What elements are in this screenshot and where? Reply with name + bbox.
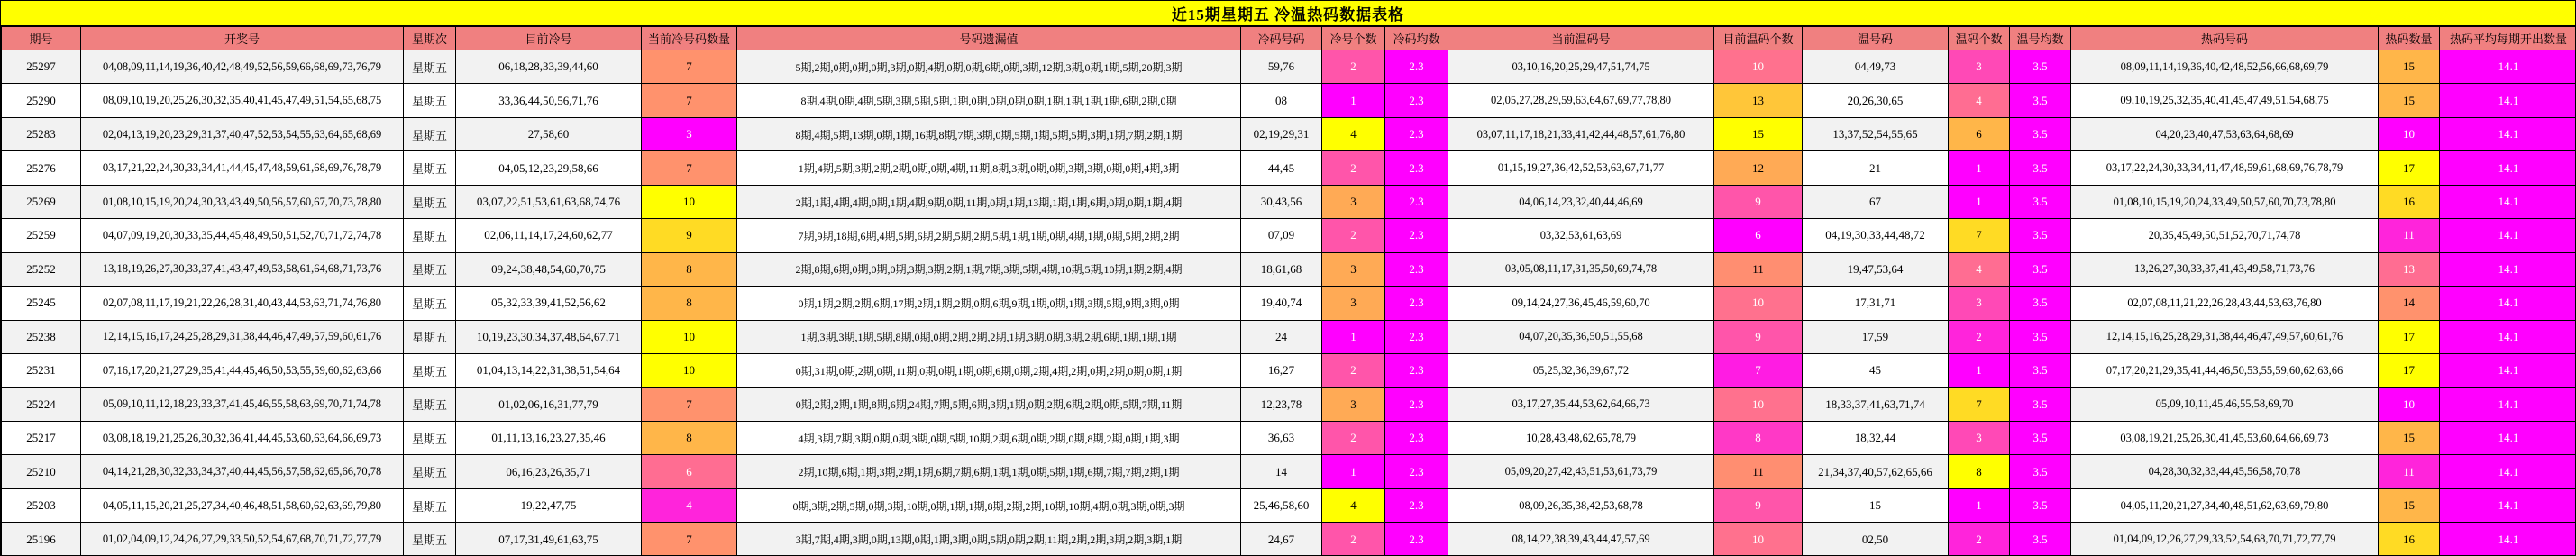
cell-cold_current: 01,11,13,16,23,27,35,46 <box>456 421 642 454</box>
cell-cold_avg: 2.3 <box>1385 287 1448 320</box>
cell-warm_current_count: 10 <box>1714 287 1803 320</box>
cell-cold_count: 1 <box>1322 320 1385 353</box>
cell-cold_count: 4 <box>1322 117 1385 150</box>
cell-weekday: 星期五 <box>404 219 456 252</box>
cell-cold_count: 1 <box>1322 84 1385 117</box>
table-row <box>2 455 2576 488</box>
cell-weekday: 星期五 <box>404 151 456 185</box>
cell-period: 25276 <box>2 151 81 185</box>
cell-warm_numbers: 19,47,53,64 <box>1803 252 1949 286</box>
cell-warm_avg: 3.5 <box>2010 252 2071 286</box>
cell-warm_count: 2 <box>1949 320 2010 353</box>
cell-omission: 0期,1期,2期,2期,6期,17期,2期,1期,2期,0期,6期,9期,1期,0期,1期,3期,5期,9期,3期,0期 <box>737 287 1241 320</box>
cell-omission: 5期,2期,0期,0期,0期,3期,0期,4期,0期,0期,6期,0期,3期,12期,3期,0期,1期,5期,20期,3期 <box>737 50 1241 84</box>
cell-hot_avg: 14.1 <box>2440 117 2576 150</box>
cell-cold_avg: 2.3 <box>1385 455 1448 488</box>
cell-winning: 02,04,13,19,20,23,29,31,37,40,47,52,53,54,55,63,64,65,68,69 <box>81 117 404 150</box>
cell-warm_avg: 3.5 <box>2010 219 2071 252</box>
cell-warm_count: 3 <box>1949 50 2010 84</box>
cell-winning: 03,08,18,19,21,25,26,30,32,36,41,44,45,53,60,63,64,66,69,73 <box>81 421 404 454</box>
cell-cold_numbers: 59,76 <box>1241 50 1322 84</box>
cell-cold_current_count: 4 <box>642 488 737 522</box>
cell-cold_current_count: 6 <box>642 455 737 488</box>
cell-warm_current_count: 11 <box>1714 252 1803 286</box>
cell-warm_current: 04,07,20,35,36,50,51,55,68 <box>1448 320 1714 353</box>
cell-omission: 7期,9期,18期,6期,4期,5期,6期,2期,5期,2期,5期,1期,1期,0期,4期,1期,0期,5期,2期,2期 <box>737 219 1241 252</box>
cell-cold_avg: 2.3 <box>1385 219 1448 252</box>
cell-cold_avg: 2.3 <box>1385 50 1448 84</box>
cell-weekday: 星期五 <box>404 252 456 286</box>
cell-cold_current_count: 8 <box>642 252 737 286</box>
cell-cold_numbers: 19,40,74 <box>1241 287 1322 320</box>
cell-cold_count: 1 <box>1322 455 1385 488</box>
cell-warm_count: 4 <box>1949 252 2010 286</box>
cell-hot_numbers: 01,04,09,12,26,27,29,33,52,54,68,70,71,72,77,79 <box>2071 523 2379 556</box>
cell-omission: 1期,4期,5期,3期,2期,2期,0期,0期,4期,11期,8期,3期,0期,0期,3期,3期,0期,0期,4期,3期 <box>737 151 1241 185</box>
cell-warm_current: 02,05,27,28,29,59,63,64,67,69,77,78,80 <box>1448 84 1714 117</box>
cell-hot_numbers: 02,07,08,11,21,22,26,28,43,44,53,63,76,80 <box>2071 287 2379 320</box>
cell-cold_current_count: 7 <box>642 50 737 84</box>
cell-warm_current: 08,14,22,38,39,43,44,47,57,69 <box>1448 523 1714 556</box>
cell-winning: 07,16,17,20,21,27,29,35,41,44,45,46,50,53,55,59,60,62,63,66 <box>81 354 404 387</box>
col-header-cold_count: 冷号个数 <box>1322 27 1385 50</box>
cell-cold_numbers: 18,61,68 <box>1241 252 1322 286</box>
cell-omission: 0期,31期,0期,2期,0期,11期,0期,0期,1期,0期,6期,0期,2期,4期,2期,0期,2期,0期,0期,1期 <box>737 354 1241 387</box>
cell-hot_numbers: 20,35,45,49,50,51,52,70,71,74,78 <box>2071 219 2379 252</box>
cell-warm_current_count: 7 <box>1714 354 1803 387</box>
col-header-omission: 号码遗漏值 <box>737 27 1241 50</box>
cell-warm_avg: 3.5 <box>2010 287 2071 320</box>
cell-warm_current: 05,09,20,27,42,43,51,53,61,73,79 <box>1448 455 1714 488</box>
cell-cold_avg: 2.3 <box>1385 488 1448 522</box>
cell-warm_count: 4 <box>1949 84 2010 117</box>
col-header-hot_avg: 热码平均每期开出数量 <box>2440 27 2576 50</box>
cell-hot_avg: 14.1 <box>2440 50 2576 84</box>
cell-cold_current: 01,04,13,14,22,31,38,51,54,64 <box>456 354 642 387</box>
cell-warm_numbers: 20,26,30,65 <box>1803 84 1949 117</box>
table-row <box>2 252 2576 286</box>
cell-hot_count: 15 <box>2379 84 2440 117</box>
cell-warm_numbers: 15 <box>1803 488 1949 522</box>
cell-cold_current_count: 3 <box>642 117 737 150</box>
cell-period: 25238 <box>2 320 81 353</box>
cell-omission: 4期,3期,7期,3期,0期,0期,3期,0期,5期,10期,2期,6期,0期,2期,0期,8期,2期,0期,1期,3期 <box>737 421 1241 454</box>
cell-hot_count: 11 <box>2379 219 2440 252</box>
cell-cold_count: 2 <box>1322 50 1385 84</box>
cell-cold_avg: 2.3 <box>1385 185 1448 218</box>
cell-warm_current: 03,17,27,35,44,53,62,64,66,73 <box>1448 387 1714 421</box>
cell-omission: 0期,2期,2期,1期,8期,6期,24期,7期,5期,6期,3期,1期,0期,2期,6期,2期,0期,5期,7期,11期 <box>737 387 1241 421</box>
cell-warm_count: 3 <box>1949 421 2010 454</box>
cell-cold_current_count: 7 <box>642 151 737 185</box>
cell-warm_current_count: 9 <box>1714 185 1803 218</box>
cell-hot_avg: 14.1 <box>2440 287 2576 320</box>
cell-cold_numbers: 02,19,29,31 <box>1241 117 1322 150</box>
cell-cold_current: 10,19,23,30,34,37,48,64,67,71 <box>456 320 642 353</box>
cell-period: 25290 <box>2 84 81 117</box>
cell-weekday: 星期五 <box>404 84 456 117</box>
col-header-weekday: 星期次 <box>404 27 456 50</box>
table-row <box>2 287 2576 320</box>
cell-hot_numbers: 04,20,23,40,47,53,63,64,68,69 <box>2071 117 2379 150</box>
cell-warm_current_count: 12 <box>1714 151 1803 185</box>
cell-warm_count: 7 <box>1949 219 2010 252</box>
cell-winning: 03,17,21,22,24,30,33,34,41,44,45,47,48,59,61,68,69,76,78,79 <box>81 151 404 185</box>
cell-warm_numbers: 45 <box>1803 354 1949 387</box>
cell-hot_count: 17 <box>2379 151 2440 185</box>
table-row <box>2 320 2576 353</box>
cell-period: 25297 <box>2 50 81 84</box>
cell-hot_numbers: 08,09,11,14,19,36,40,42,48,52,56,66,68,69,79 <box>2071 50 2379 84</box>
col-header-cold_numbers: 冷码号码 <box>1241 27 1322 50</box>
cell-cold_avg: 2.3 <box>1385 117 1448 150</box>
cell-cold_current_count: 8 <box>642 421 737 454</box>
cell-weekday: 星期五 <box>404 354 456 387</box>
cell-hot_count: 10 <box>2379 117 2440 150</box>
cell-cold_numbers: 24 <box>1241 320 1322 353</box>
cell-warm_count: 6 <box>1949 117 2010 150</box>
cell-period: 25210 <box>2 455 81 488</box>
cell-warm_current_count: 9 <box>1714 488 1803 522</box>
cell-warm_avg: 3.5 <box>2010 117 2071 150</box>
cell-warm_numbers: 21 <box>1803 151 1949 185</box>
cell-cold_current_count: 10 <box>642 320 737 353</box>
cell-cold_current_count: 9 <box>642 219 737 252</box>
cell-winning: 13,18,19,26,27,30,33,37,41,43,47,49,53,58,61,64,68,71,73,76 <box>81 252 404 286</box>
cell-hot_numbers: 09,10,19,25,32,35,40,41,45,47,49,51,54,68,75 <box>2071 84 2379 117</box>
cell-warm_avg: 3.5 <box>2010 387 2071 421</box>
cell-period: 25269 <box>2 185 81 218</box>
cell-weekday: 星期五 <box>404 455 456 488</box>
col-header-warm_avg: 温号均数 <box>2010 27 2071 50</box>
cell-weekday: 星期五 <box>404 117 456 150</box>
cell-hot_avg: 14.1 <box>2440 421 2576 454</box>
cell-winning: 02,07,08,11,17,19,21,22,26,28,31,40,43,44,53,63,71,74,76,80 <box>81 287 404 320</box>
cell-cold_avg: 2.3 <box>1385 523 1448 556</box>
cell-weekday: 星期五 <box>404 50 456 84</box>
cell-warm_current: 09,14,24,27,36,45,46,59,60,70 <box>1448 287 1714 320</box>
cell-warm_avg: 3.5 <box>2010 421 2071 454</box>
cell-cold_current: 06,16,23,26,35,71 <box>456 455 642 488</box>
cell-warm_current: 03,05,08,11,17,31,35,50,69,74,78 <box>1448 252 1714 286</box>
cell-warm_count: 1 <box>1949 185 2010 218</box>
cell-winning: 01,02,04,09,12,24,26,27,29,33,50,52,54,67,68,70,71,72,77,79 <box>81 523 404 556</box>
cell-hot_avg: 14.1 <box>2440 488 2576 522</box>
cell-omission: 3期,7期,4期,3期,0期,13期,0期,1期,3期,0期,5期,0期,2期,11期,2期,2期,3期,2期,3期,1期 <box>737 523 1241 556</box>
cell-hot_numbers: 05,09,10,11,45,46,55,58,69,70 <box>2071 387 2379 421</box>
cell-warm_count: 1 <box>1949 354 2010 387</box>
col-header-warm_current_count: 目前温码个数 <box>1714 27 1803 50</box>
table-row <box>2 50 2576 84</box>
cell-cold_numbers: 36,63 <box>1241 421 1322 454</box>
cell-cold_current_count: 7 <box>642 84 737 117</box>
cell-hot_avg: 14.1 <box>2440 455 2576 488</box>
cell-cold_avg: 2.3 <box>1385 151 1448 185</box>
cell-cold_avg: 2.3 <box>1385 354 1448 387</box>
cell-warm_count: 3 <box>1949 287 2010 320</box>
table-row <box>2 421 2576 454</box>
cell-warm_current_count: 9 <box>1714 320 1803 353</box>
cell-period: 25224 <box>2 387 81 421</box>
cell-cold_current: 07,17,31,49,61,63,75 <box>456 523 642 556</box>
table-row <box>2 151 2576 185</box>
cell-warm_numbers: 21,34,37,40,57,62,65,66 <box>1803 455 1949 488</box>
cell-warm_avg: 3.5 <box>2010 320 2071 353</box>
cell-cold_avg: 2.3 <box>1385 252 1448 286</box>
cell-cold_numbers: 08 <box>1241 84 1322 117</box>
cell-omission: 8期,4期,5期,13期,0期,1期,16期,8期,7期,3期,0期,5期,1期,5期,5期,3期,1期,7期,2期,1期 <box>737 117 1241 150</box>
cell-hot_numbers: 01,08,10,15,19,20,24,33,49,50,57,60,70,73,78,80 <box>2071 185 2379 218</box>
cell-period: 25203 <box>2 488 81 522</box>
cell-winning: 04,07,09,19,20,30,33,35,44,45,48,49,50,51,52,70,71,72,74,78 <box>81 219 404 252</box>
table-row <box>2 523 2576 556</box>
cell-warm_avg: 3.5 <box>2010 523 2071 556</box>
cell-cold_numbers: 07,09 <box>1241 219 1322 252</box>
cell-omission: 1期,3期,3期,1期,5期,8期,0期,0期,2期,2期,2期,1期,3期,0期,3期,2期,6期,1期,1期,1期 <box>737 320 1241 353</box>
cell-hot_count: 11 <box>2379 455 2440 488</box>
header-row <box>2 27 2576 50</box>
cell-cold_numbers: 12,23,78 <box>1241 387 1322 421</box>
cell-cold_count: 4 <box>1322 488 1385 522</box>
cell-warm_current: 03,32,53,61,63,69 <box>1448 219 1714 252</box>
table-row <box>2 84 2576 117</box>
col-header-winning: 开奖号 <box>81 27 404 50</box>
table-row <box>2 185 2576 218</box>
cell-hot_count: 15 <box>2379 421 2440 454</box>
cell-cold_count: 3 <box>1322 287 1385 320</box>
cell-warm_current: 10,28,43,48,62,65,78,79 <box>1448 421 1714 454</box>
cell-cold_numbers: 30,43,56 <box>1241 185 1322 218</box>
cell-warm_count: 1 <box>1949 151 2010 185</box>
cell-cold_count: 2 <box>1322 151 1385 185</box>
cell-period: 25217 <box>2 421 81 454</box>
cell-cold_current: 27,58,60 <box>456 117 642 150</box>
cell-hot_count: 15 <box>2379 50 2440 84</box>
cell-cold_numbers: 24,67 <box>1241 523 1322 556</box>
cell-cold_count: 2 <box>1322 421 1385 454</box>
cell-hot_avg: 14.1 <box>2440 320 2576 353</box>
table-row <box>2 354 2576 387</box>
col-header-period: 期号 <box>2 27 81 50</box>
cell-warm_current_count: 8 <box>1714 421 1803 454</box>
cell-warm_current: 01,15,19,27,36,42,52,53,63,67,71,77 <box>1448 151 1714 185</box>
cell-hot_numbers: 04,05,11,20,21,27,34,40,48,51,62,63,69,79,80 <box>2071 488 2379 522</box>
cell-warm_numbers: 17,59 <box>1803 320 1949 353</box>
col-header-cold_current: 目前冷号 <box>456 27 642 50</box>
cell-warm_current: 03,07,11,17,18,21,33,41,42,44,48,57,61,76,80 <box>1448 117 1714 150</box>
cell-warm_avg: 3.5 <box>2010 185 2071 218</box>
cell-hot_avg: 14.1 <box>2440 151 2576 185</box>
cell-cold_avg: 2.3 <box>1385 421 1448 454</box>
cell-winning: 01,08,10,15,19,20,24,30,33,43,49,50,56,57,60,67,70,73,78,80 <box>81 185 404 218</box>
col-header-warm_current: 当前温码号 <box>1448 27 1714 50</box>
cell-cold_count: 2 <box>1322 354 1385 387</box>
cell-warm_count: 2 <box>1949 523 2010 556</box>
cell-warm_current_count: 6 <box>1714 219 1803 252</box>
cell-weekday: 星期五 <box>404 523 456 556</box>
cell-cold_avg: 2.3 <box>1385 320 1448 353</box>
cell-warm_avg: 3.5 <box>2010 151 2071 185</box>
cell-cold_current: 01,02,06,16,31,77,79 <box>456 387 642 421</box>
cell-period: 25196 <box>2 523 81 556</box>
cell-hot_count: 10 <box>2379 387 2440 421</box>
cell-warm_numbers: 13,37,52,54,55,65 <box>1803 117 1949 150</box>
cell-warm_count: 8 <box>1949 455 2010 488</box>
cell-cold_current: 05,32,33,39,41,52,56,62 <box>456 287 642 320</box>
cell-warm_avg: 3.5 <box>2010 354 2071 387</box>
cell-warm_numbers: 18,33,37,41,63,71,74 <box>1803 387 1949 421</box>
cell-warm_numbers: 04,19,30,33,44,48,72 <box>1803 219 1949 252</box>
cell-cold_current: 04,05,12,23,29,58,66 <box>456 151 642 185</box>
cell-hot_avg: 14.1 <box>2440 84 2576 117</box>
cell-cold_count: 3 <box>1322 252 1385 286</box>
table-row <box>2 219 2576 252</box>
cell-cold_current_count: 7 <box>642 523 737 556</box>
cell-hot_avg: 14.1 <box>2440 354 2576 387</box>
cell-hot_count: 17 <box>2379 354 2440 387</box>
cell-omission: 2期,1期,4期,4期,0期,1期,4期,9期,0期,11期,0期,1期,13期,1期,1期,6期,0期,0期,1期,4期 <box>737 185 1241 218</box>
cell-hot_avg: 14.1 <box>2440 185 2576 218</box>
cell-cold_current: 19,22,47,75 <box>456 488 642 522</box>
cell-warm_numbers: 67 <box>1803 185 1949 218</box>
data-table <box>1 26 2576 556</box>
cell-warm_count: 7 <box>1949 387 2010 421</box>
cell-winning: 12,14,15,16,17,24,25,28,29,31,38,44,46,47,49,57,59,60,61,76 <box>81 320 404 353</box>
table-row <box>2 387 2576 421</box>
cell-warm_current: 05,25,32,36,39,67,72 <box>1448 354 1714 387</box>
cell-winning: 08,09,10,19,20,25,26,30,32,35,40,41,45,47,49,51,54,65,68,75 <box>81 84 404 117</box>
cell-cold_current_count: 10 <box>642 354 737 387</box>
cell-omission: 2期,10期,6期,1期,3期,2期,1期,6期,7期,6期,1期,1期,0期,5期,1期,6期,7期,7期,2期,1期 <box>737 455 1241 488</box>
cell-warm_current_count: 15 <box>1714 117 1803 150</box>
cell-weekday: 星期五 <box>404 185 456 218</box>
cell-cold_current_count: 7 <box>642 387 737 421</box>
col-header-warm_numbers: 温号码 <box>1803 27 1949 50</box>
cell-period: 25245 <box>2 287 81 320</box>
table-row <box>2 488 2576 522</box>
cell-cold_current_count: 8 <box>642 287 737 320</box>
cell-cold_count: 2 <box>1322 219 1385 252</box>
cell-period: 25283 <box>2 117 81 150</box>
cell-cold_current_count: 10 <box>642 185 737 218</box>
cell-cold_current: 03,07,22,51,53,61,63,68,74,76 <box>456 185 642 218</box>
cell-cold_current: 33,36,44,50,56,71,76 <box>456 84 642 117</box>
cell-weekday: 星期五 <box>404 320 456 353</box>
table-body <box>2 50 2576 556</box>
cell-cold_numbers: 25,46,58,60 <box>1241 488 1322 522</box>
cell-warm_current_count: 10 <box>1714 523 1803 556</box>
cell-hot_numbers: 04,28,30,32,33,44,45,56,58,70,78 <box>2071 455 2379 488</box>
cell-cold_numbers: 16,27 <box>1241 354 1322 387</box>
cell-period: 25231 <box>2 354 81 387</box>
table-row <box>2 117 2576 150</box>
cell-winning: 05,09,10,11,12,18,23,33,37,41,45,46,55,58,63,69,70,71,74,78 <box>81 387 404 421</box>
cell-hot_count: 13 <box>2379 252 2440 286</box>
cell-warm_avg: 3.5 <box>2010 84 2071 117</box>
cell-weekday: 星期五 <box>404 488 456 522</box>
cell-hot_count: 16 <box>2379 523 2440 556</box>
cell-warm_count: 1 <box>1949 488 2010 522</box>
cell-cold_avg: 2.3 <box>1385 84 1448 117</box>
cell-cold_count: 3 <box>1322 185 1385 218</box>
cell-hot_numbers: 03,08,19,21,25,26,30,41,45,53,60,64,66,69,73 <box>2071 421 2379 454</box>
cell-warm_numbers: 18,32,44 <box>1803 421 1949 454</box>
table-title: 近15期星期五 冷温热码数据表格 <box>1 1 2575 26</box>
cell-winning: 04,14,21,28,30,32,33,34,37,40,44,45,56,57,58,62,65,66,70,78 <box>81 455 404 488</box>
cell-hot_avg: 14.1 <box>2440 387 2576 421</box>
cell-weekday: 星期五 <box>404 287 456 320</box>
cell-warm_current_count: 10 <box>1714 387 1803 421</box>
cell-weekday: 星期五 <box>404 387 456 421</box>
cell-hot_numbers: 07,17,20,21,29,35,41,44,46,50,53,55,59,60,62,63,66 <box>2071 354 2379 387</box>
cell-cold_current: 02,06,11,14,17,24,60,62,77 <box>456 219 642 252</box>
cell-cold_avg: 2.3 <box>1385 387 1448 421</box>
cell-hot_count: 16 <box>2379 185 2440 218</box>
cell-warm_current: 04,06,14,23,32,40,44,46,69 <box>1448 185 1714 218</box>
col-header-hot_count: 热码数量 <box>2379 27 2440 50</box>
cell-warm_avg: 3.5 <box>2010 455 2071 488</box>
cell-cold_count: 2 <box>1322 523 1385 556</box>
cell-omission: 8期,4期,0期,4期,5期,3期,5期,5期,1期,0期,0期,0期,0期,1期,1期,1期,1期,6期,2期,0期 <box>737 84 1241 117</box>
col-header-cold_avg: 冷码均数 <box>1385 27 1448 50</box>
cell-cold_numbers: 44,45 <box>1241 151 1322 185</box>
cell-hot_numbers: 13,26,27,30,33,37,41,43,49,58,71,73,76 <box>2071 252 2379 286</box>
col-header-cold_current_count: 当前冷号码数量 <box>642 27 737 50</box>
cell-period: 25259 <box>2 219 81 252</box>
cell-warm_avg: 3.5 <box>2010 488 2071 522</box>
cell-warm_current_count: 10 <box>1714 50 1803 84</box>
cell-cold_numbers: 14 <box>1241 455 1322 488</box>
col-header-warm_count: 温码个数 <box>1949 27 2010 50</box>
cell-warm_numbers: 04,49,73 <box>1803 50 1949 84</box>
cell-hot_count: 17 <box>2379 320 2440 353</box>
cell-warm_numbers: 02,50 <box>1803 523 1949 556</box>
cell-warm_avg: 3.5 <box>2010 50 2071 84</box>
cell-warm_current: 03,10,16,20,25,29,47,51,74,75 <box>1448 50 1714 84</box>
cell-cold_current: 09,24,38,48,54,60,70,75 <box>456 252 642 286</box>
cell-cold_count: 3 <box>1322 387 1385 421</box>
cell-warm_current_count: 13 <box>1714 84 1803 117</box>
cell-hot_count: 14 <box>2379 287 2440 320</box>
cell-weekday: 星期五 <box>404 421 456 454</box>
col-header-hot_numbers: 热码号码 <box>2071 27 2379 50</box>
cell-hot_numbers: 12,14,15,16,25,28,29,31,38,44,46,47,49,57,60,61,76 <box>2071 320 2379 353</box>
cell-hot_count: 15 <box>2379 488 2440 522</box>
cell-hot_numbers: 03,17,22,24,30,33,34,41,47,48,59,61,68,69,76,78,79 <box>2071 151 2379 185</box>
cell-hot_avg: 14.1 <box>2440 252 2576 286</box>
cell-hot_avg: 14.1 <box>2440 219 2576 252</box>
cell-warm_current_count: 11 <box>1714 455 1803 488</box>
cell-omission: 2期,8期,6期,0期,0期,0期,3期,3期,2期,1期,7期,3期,5期,4期,10期,5期,10期,1期,2期,4期 <box>737 252 1241 286</box>
cell-warm_current: 08,09,26,35,38,42,53,68,78 <box>1448 488 1714 522</box>
cell-omission: 0期,3期,2期,5期,0期,3期,10期,0期,1期,1期,8期,2期,2期,10期,10期,4期,0期,3期,0期,3期 <box>737 488 1241 522</box>
cell-period: 25252 <box>2 252 81 286</box>
cell-warm_numbers: 17,31,71 <box>1803 287 1949 320</box>
cell-winning: 04,08,09,11,14,19,36,40,42,48,49,52,56,59,66,68,69,73,76,79 <box>81 50 404 84</box>
cell-cold_current: 06,18,28,33,39,44,60 <box>456 50 642 84</box>
cell-hot_avg: 14.1 <box>2440 523 2576 556</box>
cell-winning: 04,05,11,15,20,21,25,27,34,40,46,48,51,58,60,62,63,69,79,80 <box>81 488 404 522</box>
